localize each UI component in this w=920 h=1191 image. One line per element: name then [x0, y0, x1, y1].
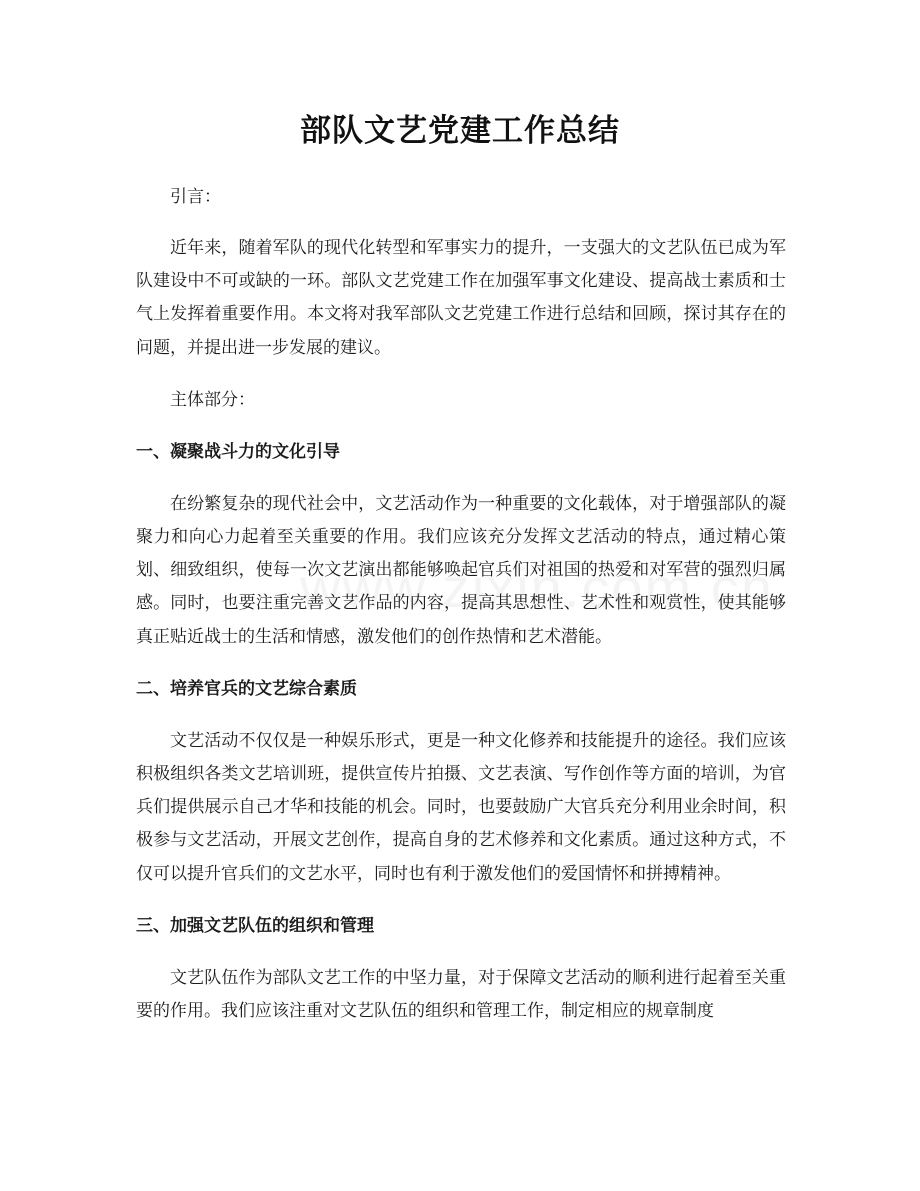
body-label: 主体部分： [170, 389, 255, 410]
section-paragraph-2: 文艺活动不仅仅是一种娱乐形式，更是一种文化修养和技能提升的途径。我们应该积极组织各类文艺培训班，提供宣传片拍摄、文艺表演、写作创作等方面的培训，为官兵们提供展示自己才华和技能的机会。同时，也要鼓励广大官兵充分利用业余时间，积极参与文艺活动，开展文艺创作，提高自身的艺术修养和文化素质。通过这种方式，不仅可以提升官兵们的文艺水平，同时也有利于激发他们的爱国情怀和拼搏精神。 [136, 730, 786, 884]
section-heading-3: 三、加强文艺队伍的组织和管理 [136, 915, 374, 936]
section-heading-1: 一、凝聚战斗力的文化引导 [136, 441, 340, 462]
section-paragraph-3: 文艺队伍作为部队文艺工作的中坚力量，对于保障文艺活动的顺利进行起着至关重要的作用。我们应该注重对文艺队伍的组织和管理工作，制定相应的规章制度 [136, 967, 786, 1022]
document-title: 部队文艺党建工作总结 [300, 113, 620, 149]
intro-label: 引言： [170, 187, 221, 207]
document-body [136, 180, 786, 1046]
intro-paragraph: 近年来，随着军队的现代化转型和军事实力的提升，一支强大的文艺队伍已成为军队建设中不可或缺的一环。部队文艺党建工作在加强军事文化建设、提高战士素质和士气上发挥着重要作用。本文将对我军部队文艺党建工作进行总结和回顾，探讨其存在的问题，并提出进一步发展的建议。 [136, 238, 786, 358]
section-heading-2: 二、培养官兵的文艺综合素质 [136, 678, 357, 699]
section-paragraph-1: 在纷繁复杂的现代社会中，文艺活动作为一种重要的文化载体，对于增强部队的凝聚力和向心力起着至关重要的作用。我们应该充分发挥文艺活动的特点，通过精心策划、细致组织，使每一次文艺演出都能够唤起官兵们对祖国的热爱和对军营的强烈归属感。同时，也要注重完善文艺作品的内容，提高其思想性、艺术性和观赏性，使其能够真正贴近战士的生活和情感，激发他们的创作热情和艺术潜能。 [136, 493, 786, 647]
